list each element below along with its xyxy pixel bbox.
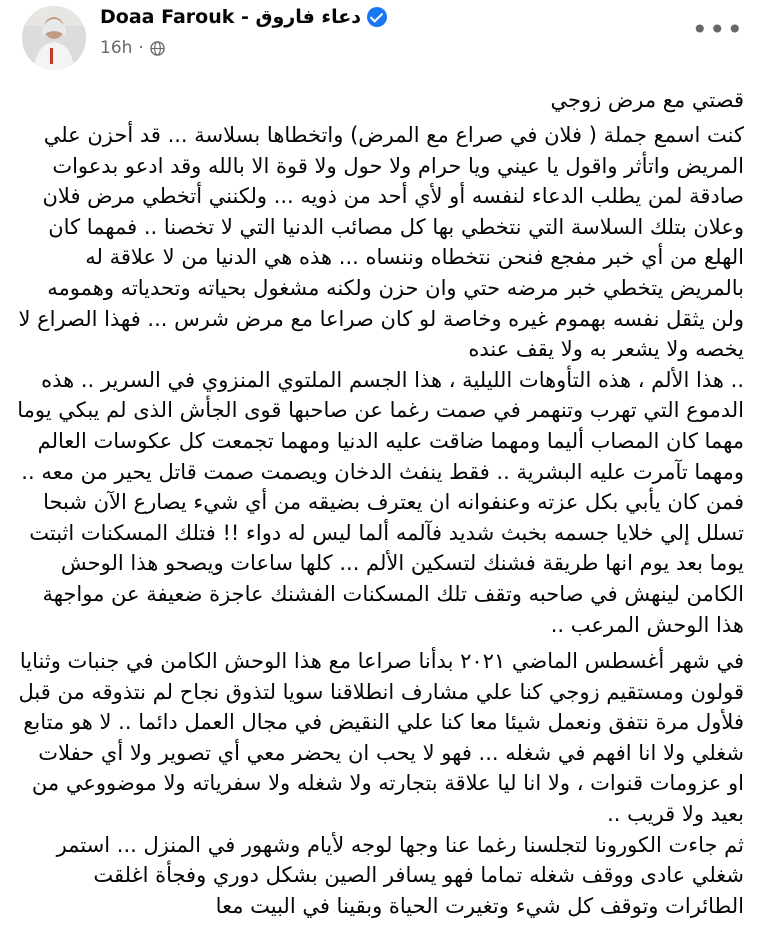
more-options-button[interactable]: ••• xyxy=(691,13,744,46)
post-paragraph: في شهر أغسطس الماضي ٢٠٢١ بدأنا صراعا مع هذا الوحش الكامن في جنبات وثنايا قولون ومستقيم زوجي كنا علي مشارف انطلاقنا سويا لتذوق نجاح لم نتذوقه من قبل فلأول مرة نتفق ونعمل شيئا معا كنا علي النقيض في مجال العمل دائما .. لا هو متابع شغلي ولا انا افهم في شغله ... فهو لا يحب ان يحضر معي أي تصوير ولا أي حفلات او عزومات قنوات ، ولا انا ليا علاقة بتجارته ولا شغله ولا سفرياته ولا موضووعي من بعيد ولا قريب .. xyxy=(18,649,744,827)
post-title: قصتي مع مرض زوجي xyxy=(550,88,744,112)
post-header xyxy=(0,0,768,72)
author-avatar[interactable] xyxy=(22,6,86,70)
post-time[interactable]: 16h xyxy=(100,38,133,58)
avatar-image xyxy=(22,6,86,70)
post-paragraph: كنت اسمع جملة ( فلان في صراع مع المرض) واتخطاها بسلاسة ... قد أحزن علي المريض واتأثر واقول يا عيني ويا حرام ولا حول ولا قوة الا بالله وقد ادعو بدعوات صادقة لمن يطلب الدعاء لنفسه أو لأي أحد من ذويه ... ولكنني أتخطي مرض فلان وعلان بتلك السلاسة التي نتخطي بها كل مصائب الدنيا التي لا تخصنا .. فمهما كان الهلع من أي خبر مفجع فنحن نتخطاه وننساه ... هذه هي الدنيا من لا علاقة له بالمريض يتخطي خبر مرضه حتي وان حزن ولكنه مشغول بحياته وتحدياته وهمومه ولن يثقل نفسه بهموم غيره وخاصة لو كان صراعا مع مرض شرس ... فهذا الصراع لا يخصه ولا يشعر به ولا يقف عنده xyxy=(18,123,744,362)
author-name[interactable]: Doaa Farouk - دعاء فاروق xyxy=(100,6,361,28)
verified-badge-icon xyxy=(367,7,387,27)
post-meta: 16h · xyxy=(100,38,165,58)
globe-icon xyxy=(150,41,165,56)
post-paragraph: ثم جاءت الكورونا لتجلسنا رغما عنا وجها لوجه لأيام وشهور في المنزل ... استمر شغلي عادى ووقف شغله تماما فهو يسافر الصين بشكل دوري وفجأة اغلقت الطائرات وتوقف كل شيء وتغيرت الحياة وبقينا في البيت معا xyxy=(56,832,744,918)
author-name-row xyxy=(100,6,387,28)
post-body xyxy=(16,120,744,921)
post-paragraph: .. هذا الألم ، هذه التأوهات الليلية ، هذا الجسم الملتوي المنزوي في السرير .. هذه الدموع التي تهرب وتنهمر في صمت رغما عن صاحبها قوى الجأش الذى لم يبكي يوما مهما كان المصاب أليما ومهما ضاقت عليه الدنيا ومهما تجمعت كل عكوسات العالم ومهما تآمرت عليه البشرية .. فقط ينفث الدخان ويصمت صمت قاتل يحير من معه .. فمن كان يأبي بكل عزته وعنفوانه ان يعترف بضيقه من أي شيء يصارع الآن شبحا تسلل إلي خلايا جسمه بخبث شديد فآلمه ألما ليس له دواء !! فتلك المسكنات اثبتت يوما بعد يوم انها طريقة فشنك لتسكين الألم ... كلها ساعات ويصحو هذا الوحش الكامن لينهش في صاحبه وتقف تلك المسكنات الفشنك عاجزة ضعيفة عن مواجهة هذا الوحش المرعب .. xyxy=(17,367,744,637)
